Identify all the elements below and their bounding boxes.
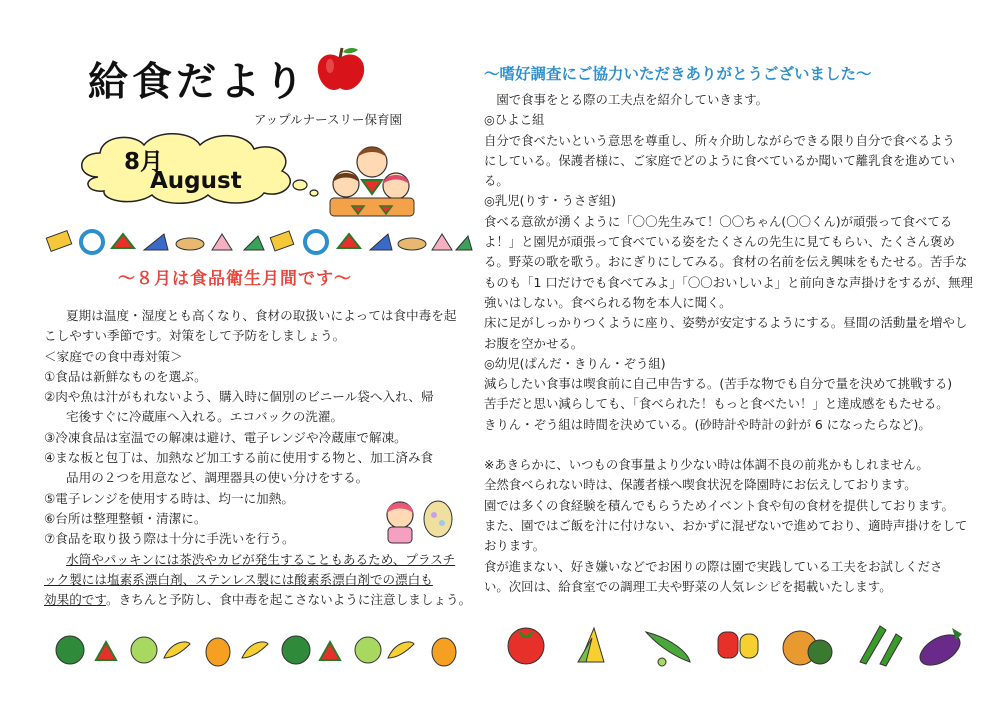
list-item: ③冷凍食品は室温での解凍は避け、電子レンジや冷蔵庫で解凍。 — [44, 429, 407, 445]
list-item: ②肉や魚は汁がもれないよう、購入時に個別のビニール袋へ入れ、帰 — [44, 389, 434, 405]
text-line: 自分で食べたいという意思を尊重し、所々介助しながらできる限り自分で食べるよう — [484, 132, 955, 148]
month-english: August — [150, 168, 242, 194]
text-line: おります。 — [484, 538, 545, 554]
text-line: 全然食べられない時は、保護者様へ喫食状況を降園時にお伝えしております。 — [484, 477, 917, 493]
text-line: また、園ではご飯を汁に付けない、おかずに混ぜないで進めており、適時声掛けをして — [484, 517, 968, 533]
food-safety-article — [44, 306, 476, 610]
text-line: ※あきらかに、いつもの食事量より少ない時は体調不良の前兆かもしれません。 — [484, 457, 929, 473]
left-section-heading: ～８月は食品衛生月間です～ — [118, 269, 352, 289]
list-item: 宅後すぐに冷蔵庫へ入れる。エコバックの洗濯。 — [66, 409, 344, 425]
text-line: る。 — [484, 173, 509, 189]
text-line: よ！」と園児が頑張って食べている姿をたくさんの先生に見てもらい、たくさん褒め — [484, 234, 955, 250]
text-line: にしている。保護者様に、ご家庭でどのように食べているか聞いて離乳食を進めてい — [484, 152, 955, 168]
right-section-heading: ～嗜好調査にご協力いただきありがとうございました～ — [484, 65, 872, 83]
text-line: ◎ひよこ組 — [484, 112, 545, 128]
summer-icons-border — [44, 228, 474, 256]
text-line: 園で食事をとる際の工夫点を紹介していきます。 — [484, 92, 768, 107]
vegetables-illustration-row — [500, 618, 970, 670]
text-line: 食べる意欲が湧くように「〇〇先生みて！〇〇ちゃん(〇〇くん)が頑張って食べてる — [484, 213, 953, 229]
text-line: ものも「1 口だけでも食べてみよ」「〇〇おいしいよ」と前向きな声掛けをするが、無理 — [484, 274, 973, 290]
list-item: 品用の２つを用意など、調理器具の使い分けをする。 — [66, 470, 369, 486]
intro-line: 夏期は温度・湿度とも高くなり、食材の取扱いによっては食中毒を起 — [66, 308, 457, 323]
text-line: る。野菜の歌を歌う。おにぎりにしてみる。食材の名前を伝え興味をもたせる。苦手な — [484, 254, 968, 270]
note-emphasis: 効果的です — [44, 592, 106, 608]
preference-survey-article — [484, 90, 973, 597]
nursery-name: アップルナースリー保育園 — [254, 112, 403, 127]
list-item: ⑤電子レンジを使用する時は、均一に加熱。 — [44, 490, 294, 506]
girl-handwashing-illustration — [378, 495, 458, 547]
list-item: ①食品は新鮮なものを選ぶ。 — [44, 368, 207, 384]
fruit-icons-border — [52, 630, 472, 668]
text-line: 強いはしない。食べられる物を本人に聞く。 — [484, 294, 732, 310]
text-line: ◎乳児(りす・うさぎ組) — [484, 193, 616, 209]
text-line: きりん・ぞう組は時間を決めている。(砂時計や時計の針が 6 になったらなど)。 — [484, 416, 931, 432]
intro-line: こしやすい季節です。対策をして予防をしましょう。 — [44, 328, 346, 344]
text-line: 苦手だと思い減らしても、「食べられた！もっと食べたい！」と達成感をもたせる。 — [484, 396, 949, 412]
note-rest: 。きちんと予防し、食中毒を起こさないように注意しましょう。 — [105, 592, 472, 608]
text-line: ◎幼児(ぱんだ・きりん・ぞう組) — [484, 355, 666, 371]
text-line: い。次回は、給食室での調理工夫や野菜の人気レシピを掲載いたします。 — [484, 578, 892, 594]
note-line: 水筒やパッキンには茶渋やカビが発生することもあるため、プラスチ — [66, 551, 456, 567]
list-item: ④まな板と包丁は、加熱など加工する前に使用する物と、加工済み食 — [44, 450, 434, 466]
kids-watermelon-illustration — [322, 140, 422, 222]
text-line: 減らしたい食事は喫食前に自己申告する。(苦手な物でも自分で量を決めて挑戦する) — [484, 376, 953, 392]
list-item: ⑥台所は整理整頓・清潔に。 — [44, 510, 207, 526]
cloud-decoration — [68, 127, 328, 207]
text-line: 床に足がしっかりつくように座り、姿勢が安定するようにする。昼間の活動量を増やし — [484, 315, 968, 331]
text-line: お腹を空かせる。 — [484, 335, 584, 351]
note-line — [44, 590, 476, 610]
page-title: 給食だより — [88, 59, 308, 105]
month-label: 8月 — [124, 149, 164, 175]
text-line: 食が進まない、好き嫌いなどでお困りの際は園で実践している工夫をお試しくださ — [484, 558, 943, 574]
apple-icon — [312, 46, 368, 94]
text-line: 園では多くの食経験を積んでもらうためイベント食や旬の食材を提供しております。 — [484, 497, 954, 513]
section-label: ＜家庭での食中毒対策＞ — [44, 348, 183, 364]
note-line: ック製には塩素系漂白剤、ステンレス製には酸素系漂白剤での漂白も — [44, 571, 433, 587]
list-item: ⑦食品を取り扱う際は十分に手洗いを行う。 — [44, 531, 295, 547]
